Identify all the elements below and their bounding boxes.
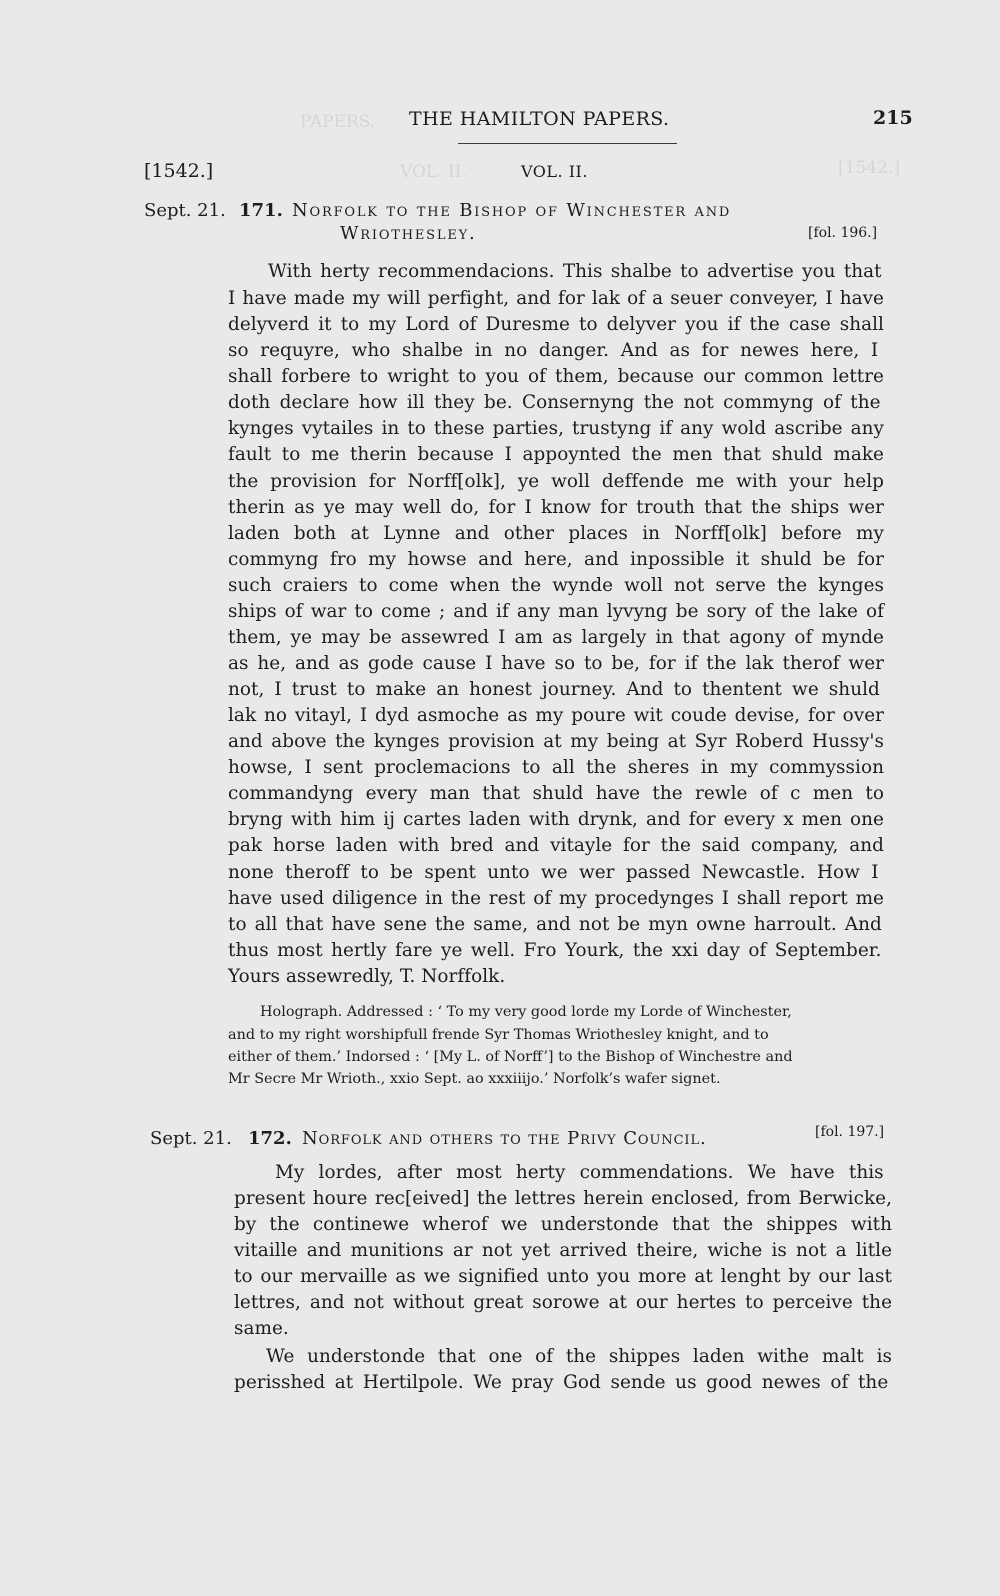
body-line: thus most hertly fare ye well. Fro Yourk, the xxi day of September. — [228, 940, 882, 961]
page-number: 215 — [873, 107, 913, 129]
body-line: to all that have sene the same, and not be myn owne harroult. And — [228, 914, 882, 935]
note-line: Holograph. Addressed : ‘ To my very good lorde my Lorde of Winchester, — [260, 1004, 792, 1020]
body-line: commandyng every man that shuld have the rewle of c men to — [228, 783, 884, 804]
body-line: to our mervaille as we signified unto you more at lenght by our last — [234, 1266, 892, 1287]
letter-date: Sept. 21. — [150, 1128, 232, 1149]
body-line: the provision for Norff[olk], ye woll deffende me with your help — [228, 471, 884, 492]
body-line: have used diligence in the rest of my procedynges I shall report me — [228, 888, 884, 909]
body-line: and above the kynges provision at my being at Syr Roberd Hussy's — [228, 731, 884, 752]
body-line: same. — [234, 1318, 289, 1339]
body-line: ships of war to come ; and if any man lyvyng be sory of the lake of — [228, 601, 884, 622]
entry-number: 172. — [248, 1128, 292, 1149]
body-line: lak no vitayl, I dyd asmoche as my poure wit coude devise, for over — [228, 705, 884, 726]
header-rule — [458, 143, 677, 144]
body-line: kynges vytailes in to these parties, trustyng if any wold ascribe any — [228, 418, 884, 439]
body-line: My lordes, after most herty commendations. We have this — [275, 1162, 884, 1183]
body-line: lettres, and not without great sorowe at our hertes to perceive the — [234, 1292, 892, 1313]
year-label: [1542.] — [144, 160, 214, 182]
body-line: none theroff to be spent unto we wer passed Newcastle. How I — [228, 862, 879, 883]
letter-heading-continued: Wriothesley. — [340, 223, 477, 244]
body-line: as he, and as gode cause I have so to be, for if the lak therof wer — [228, 653, 884, 674]
letter-heading: Norfolk and others to the Privy Council. — [302, 1128, 707, 1149]
folio-reference: [fol. 197.] — [815, 1124, 885, 1140]
bleed-through-text: [1542.] — [838, 158, 900, 178]
body-line: shall forbere to wright to you of them, because our common lettre — [228, 366, 884, 387]
body-line: commyng fro my howse and here, and inpossible it shuld be for — [228, 549, 884, 570]
note-line: either of them.’ Indorsed : ‘ [My L. of Norff’] to the Bishop of Winchestre and — [228, 1049, 793, 1065]
letter-date: Sept. 21. — [144, 200, 226, 221]
bleed-through-text: VOL. II. — [400, 162, 467, 182]
body-line: howse, I sent proclemacions to all the sheres in my commyssion — [228, 757, 884, 778]
body-line: them, ye may be assewred I am as largely in that agony of mynde — [228, 627, 884, 648]
running-title: THE HAMILTON PAPERS. — [409, 108, 670, 130]
note-line: and to my right worshipfull frende Syr Thomas Wriothesley knight, and to — [228, 1027, 769, 1043]
volume-label: VOL. II. — [521, 162, 588, 181]
body-line: vitaille and munitions ar not yet arrived theire, wiche is not a litle — [234, 1240, 892, 1261]
bleed-through-text: PAPERS. — [300, 112, 376, 132]
body-line: bryng with him ij cartes laden with drynk, and for every x men one — [228, 809, 884, 830]
note-line: Mr Secre Mr Wrioth., xxio Sept. ao xxxiiijo.’ Norfolk’s wafer signet. — [228, 1071, 721, 1087]
entry-number: 171. — [239, 200, 283, 221]
body-line: therin as ye may well do, for I know for trouth that the ships wer — [228, 497, 884, 518]
body-line: so requyre, who shalbe in no danger. And as for newes here, I — [228, 340, 879, 361]
body-line: present houre rec[eived] the lettres herein enclosed, from Berwicke, — [234, 1188, 892, 1209]
body-line: fault to me therin because I appoynted the men that shuld make — [228, 444, 884, 465]
body-line: We understonde that one of the shippes laden withe malt is — [266, 1346, 892, 1367]
body-line: Yours assewredly, T. Norffolk. — [228, 966, 506, 987]
body-line: delyverd it to my Lord of Duresme to delyver you if the case shall — [228, 314, 884, 335]
body-line: With herty recommendacions. This shalbe to advertise you that — [268, 261, 882, 282]
body-line: doth declare how ill they be. Consernyng the not commyng of the — [228, 392, 881, 413]
body-line: not, I trust to make an honest journey. And to thentent we shuld — [228, 679, 880, 700]
letter-heading: Norfolk to the Bishop of Winchester and — [292, 200, 732, 221]
body-line: laden both at Lynne and other places in Norff[olk] before my — [228, 523, 884, 544]
folio-reference: [fol. 196.] — [808, 225, 878, 241]
body-line: by the continewe wherof we understonde that the shippes with — [234, 1214, 892, 1235]
body-line: such craiers to come when the wynde woll not serve the kynges — [228, 575, 884, 596]
body-line: I have made my will perfight, and for lak of a seuer conveyer, I have — [228, 288, 884, 309]
body-line: perisshed at Hertilpole. We pray God sende us good newes of the — [234, 1372, 889, 1393]
body-line: pak horse laden with bred and vitayle for the said company, and — [228, 835, 884, 856]
